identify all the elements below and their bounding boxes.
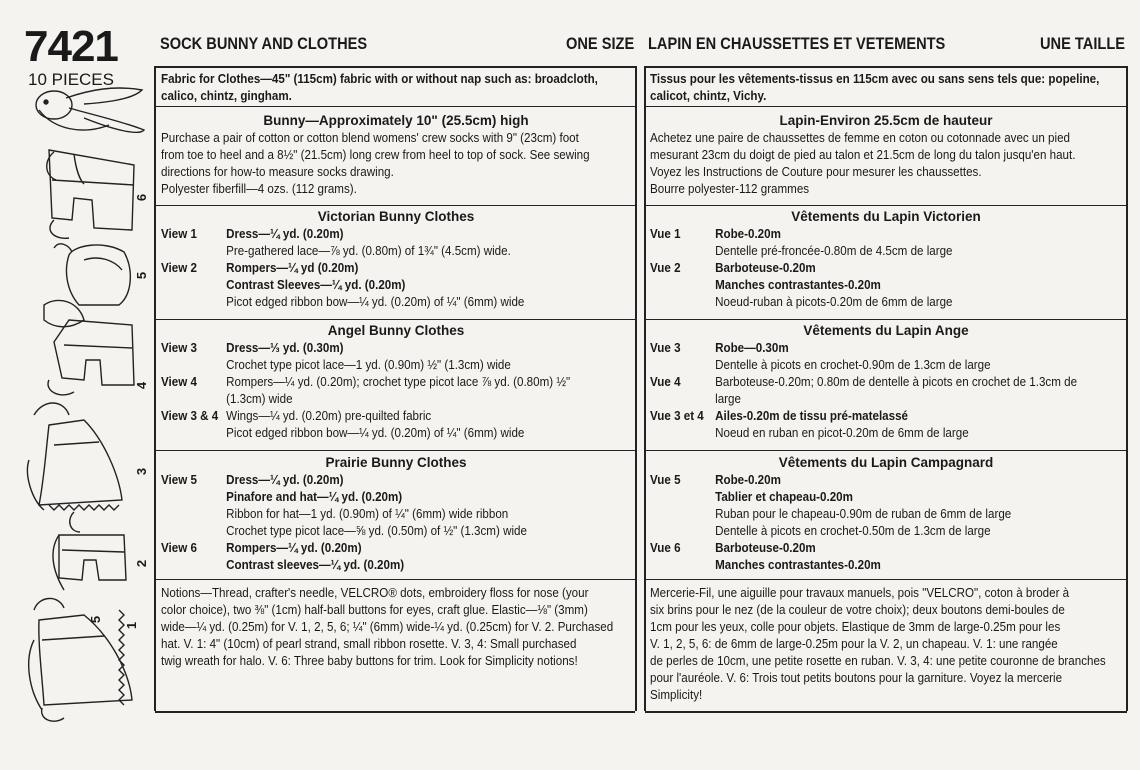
view-number-2: 2 <box>134 559 150 568</box>
prairie-section-fr <box>650 454 1122 573</box>
item: Noeud en ruban en picot-0.20m de 6mm de large <box>715 425 969 440</box>
item: (1.3cm) wide <box>226 391 293 406</box>
item: Wings—¼ yd. (0.20m) pre-quilted fabric <box>226 408 432 423</box>
item: Manches contrastantes-0.20m <box>715 557 881 572</box>
victorian-title-en: Victorian Bunny Clothes <box>317 209 475 224</box>
item: Picot edged ribbon bow—¼ yd. (0.20m) of ¼" (6mm) wide <box>226 294 525 309</box>
view-label: Vue 3 <box>650 340 681 355</box>
view-label: View 1 <box>161 226 197 241</box>
view-number-5-lower: 5 <box>88 615 104 624</box>
angel-dress-view-3-illustration <box>27 403 122 510</box>
item: Crochet type picot lace—⅝ yd. (0.50m) of ½" (1.3cm) wide <box>226 523 527 538</box>
victorian-dress-view-1-illustration <box>29 598 132 721</box>
view-label: Vue 5 <box>650 472 681 487</box>
item: Dentelle à picots en crochet-0.50m de 1.3cm de large <box>715 523 991 538</box>
fabric-cont-fr: calicot, chintz, Vichy. <box>650 88 767 103</box>
fabric-cont-en: calico, chintz, gingham. <box>161 88 292 103</box>
size-french: UNE TAILLE <box>1040 34 1126 53</box>
victorian-section-fr <box>650 208 1122 310</box>
notions-line: Notions—Thread, crafter's needle, VELCRO® dots, embroidery floss for nose (your <box>161 585 589 600</box>
view-label: Vue 1 <box>650 226 681 241</box>
victorian-title-fr: Vêtements du Lapin Victorien <box>791 209 981 224</box>
divider <box>645 319 1127 320</box>
view-label: Vue 4 <box>650 374 681 389</box>
title-english: SOCK BUNNY AND CLOTHES <box>160 34 368 53</box>
divider <box>155 205 635 206</box>
bunny-illustration <box>36 88 144 132</box>
view-label: View 4 <box>161 374 197 389</box>
victorian-section-en <box>161 208 631 310</box>
view-label: View 6 <box>161 540 197 555</box>
bunny-line: Achetez une paire de chaussettes de femme en coton ou cotonnade avec un pied <box>650 130 1071 145</box>
item: Rompers—¼ yd (0.20m) <box>226 260 359 275</box>
view-label: Vue 3 et 4 <box>650 408 704 423</box>
item: Dentelle pré-froncée-0.80m de 4.5cm de large <box>715 243 953 258</box>
rompers-view-2-illustration <box>53 512 126 590</box>
view-number-4: 4 <box>134 381 150 390</box>
notions-line: Mercerie-Fil, une aiguille pour travaux manuels, pois "VELCRO", coton à broder à <box>650 585 1070 600</box>
notions-line: Simplicity! <box>650 687 703 702</box>
view-number-1: 1 <box>124 621 140 630</box>
divider <box>645 579 1127 580</box>
notions-line: pour l'auréole. V. 6: Trois tout petits boutons pour la garniture. Voyez la mercerie <box>650 670 1063 685</box>
view-label: View 3 <box>161 340 197 355</box>
header-rule-fr <box>645 66 1127 68</box>
notions-line: 1cm pour les yeux, colle pour objets. Elastique de 3mm de large-0.25m pour les <box>650 619 1061 634</box>
item: Dentelle à picots en crochet-0.90m de 1.3cm de large <box>715 357 991 372</box>
english-column <box>161 70 631 104</box>
bunny-title-en: Bunny—Approximately 10" (25.5cm) high <box>263 113 529 128</box>
pinafore-view-5-illustration <box>54 244 130 305</box>
prairie-section-en <box>161 454 631 573</box>
item: Crochet type picot lace—1 yd. (0.90m) ½" (1.3cm) wide <box>226 357 511 372</box>
item: Ruban pour le chapeau-0.90m de ruban de 6mm de large <box>715 506 1012 521</box>
notions-line: color choice), two ⅜" (1cm) half-ball buttons for eyes, craft glue. Elastic—⅛" (3mm) <box>161 602 588 617</box>
bunny-section-fr <box>650 112 1122 197</box>
item: Dress—⅓ yd. (0.30m) <box>226 340 344 355</box>
item: Rompers—¼ yd. (0.20m) <box>226 540 362 555</box>
bunny-line: mesurant 23cm du doigt de pied au talon et 21.5cm de long du talon jusqu'en haut. <box>650 147 1076 162</box>
bunny-section-en <box>161 112 631 197</box>
bottom-rule-fr <box>645 711 1127 713</box>
notions-line: six brins pour le nez (de la couleur de votre choix); deux boutons demi-boules de <box>650 602 1065 617</box>
bottom-rule-en <box>155 711 635 713</box>
bunny-line: Purchase a pair of cotton or cotton blend womens' crew socks with 9" (23cm) foot <box>161 130 579 145</box>
right-border <box>1126 66 1128 711</box>
item: Robe-0.20m <box>715 226 781 241</box>
item: Contrast sleeves—¼ yd. (0.20m) <box>226 557 405 572</box>
item: large <box>715 391 741 406</box>
bunny-line: Polyester fiberfill—4 ozs. (112 grams). <box>161 181 357 196</box>
item: Dress—¼ yd. (0.20m) <box>226 472 344 487</box>
pieces-count: 10 PIECES <box>28 70 114 89</box>
item: Tablier et chapeau-0.20m <box>715 489 853 504</box>
item: Barboteuse-0.20m <box>715 540 816 555</box>
view-label: Vue 2 <box>650 260 681 275</box>
item: Dress—¼ yd. (0.20m) <box>226 226 344 241</box>
bunny-line: Voyez les Instructions de Couture pour mesurer les chaussettes. <box>650 164 982 179</box>
item: Contrast Sleeves—¼ yd. (0.20m) <box>226 277 406 292</box>
view-number-6: 6 <box>134 193 150 202</box>
bunny-title-fr: Lapin-Environ 25.5cm de hauteur <box>779 113 993 128</box>
divider <box>645 106 1127 107</box>
divider <box>155 106 635 107</box>
item: Manches contrastantes-0.20m <box>715 277 881 292</box>
divider <box>155 450 635 451</box>
view-label: View 3 & 4 <box>161 408 219 423</box>
notions-line: wide—¼ yd. (0.25m) for V. 1, 2, 5, 6; ¼" (6mm) wide-¼ yd. (0.25cm) for V. 2. Purchased <box>161 619 614 634</box>
header-rule-en <box>155 66 635 68</box>
bunny-line: directions for how-to measure socks drawing. <box>161 164 394 179</box>
item: Ribbon for hat—1 yd. (0.90m) of ¼" (6mm) wide ribbon <box>226 506 509 521</box>
prairie-title-en: Prairie Bunny Clothes <box>325 455 467 470</box>
item: Pinafore and hat—¼ yd. (0.20m) <box>226 489 403 504</box>
angel-title-fr: Vêtements du Lapin Ange <box>803 323 969 338</box>
pattern-number: 7421 <box>24 22 118 71</box>
angel-section-fr <box>650 322 1122 441</box>
left-border <box>154 66 156 711</box>
notions-section-fr <box>650 584 1122 703</box>
angel-view-4-illustration <box>44 300 134 394</box>
size-english: ONE SIZE <box>566 34 635 53</box>
divider <box>155 319 635 320</box>
view-label: View 5 <box>161 472 197 487</box>
angel-title-en: Angel Bunny Clothes <box>327 323 465 338</box>
item: Barboteuse-0.20m; 0.80m de dentelle à picots en crochet de 1.3cm de <box>715 374 1078 389</box>
item: Rompers—¼ yd. (0.20m); crochet type picot lace ⅞ yd. (0.80m) ½" <box>226 374 571 389</box>
notions-line: hat. V. 1: 4" (10cm) of pearl strand, small ribbon rosette. V. 3, 4: Small purchased <box>161 636 577 651</box>
title-french: LAPIN EN CHAUSSETTES ET VETEMENTS <box>648 34 946 53</box>
fabric-lead-fr: Tissus pour les vêtements-tissus en 115cm avec ou sans sens tels que: popeline, <box>650 71 1100 86</box>
middle-border-right <box>644 66 646 711</box>
divider <box>645 205 1127 206</box>
fabric-lead-en: Fabric for Clothes—45" (115cm) fabric with or without nap such as: broadcloth, <box>161 71 598 86</box>
garment-illustrations <box>14 80 154 730</box>
view-number-5: 5 <box>134 271 150 280</box>
divider <box>645 450 1127 451</box>
item: Robe-0.20m <box>715 472 781 487</box>
item: Noeud-ruban à picots-0.20m de 6mm de large <box>715 294 953 309</box>
rompers-view-6-illustration <box>47 150 134 238</box>
angel-section-en <box>161 322 631 441</box>
notions-line: de perles de 10cm, une petite rosette en ruban. V. 3, 4: une petite couronne de branches <box>650 653 1106 668</box>
bunny-line: from toe to heel and a 8½" (21.5cm) long crew from heel to top of sock. See sewing <box>161 147 590 162</box>
item: Picot edged ribbon bow—¼ yd. (0.20m) of ¼" (6mm) wide <box>226 425 525 440</box>
notions-line: twig wreath for halo. V. 6: Three baby buttons for trim. Look for Simplicity notions! <box>161 653 578 668</box>
item: Ailes-0.20m de tissu pré-matelassé <box>715 408 908 423</box>
middle-border-left <box>635 66 637 711</box>
view-number-3: 3 <box>134 467 150 476</box>
french-column <box>650 70 1122 104</box>
prairie-title-fr: Vêtements du Lapin Campagnard <box>778 455 994 470</box>
view-label: View 2 <box>161 260 197 275</box>
item: Robe—0.30m <box>715 340 789 355</box>
divider <box>155 579 635 580</box>
item: Pre-gathered lace—⅞ yd. (0.80m) of 1¾" (4.5cm) wide. <box>226 243 511 258</box>
item: Barboteuse-0.20m <box>715 260 816 275</box>
bunny-line: Bourre polyester-112 grammes <box>650 181 810 196</box>
notions-section-en <box>161 584 631 669</box>
notions-line: V. 1, 2, 5, 6: de 6mm de large-0.25m pour la V. 2, un chapeau. V. 1: une rangée <box>650 636 1058 651</box>
view-label: Vue 6 <box>650 540 681 555</box>
